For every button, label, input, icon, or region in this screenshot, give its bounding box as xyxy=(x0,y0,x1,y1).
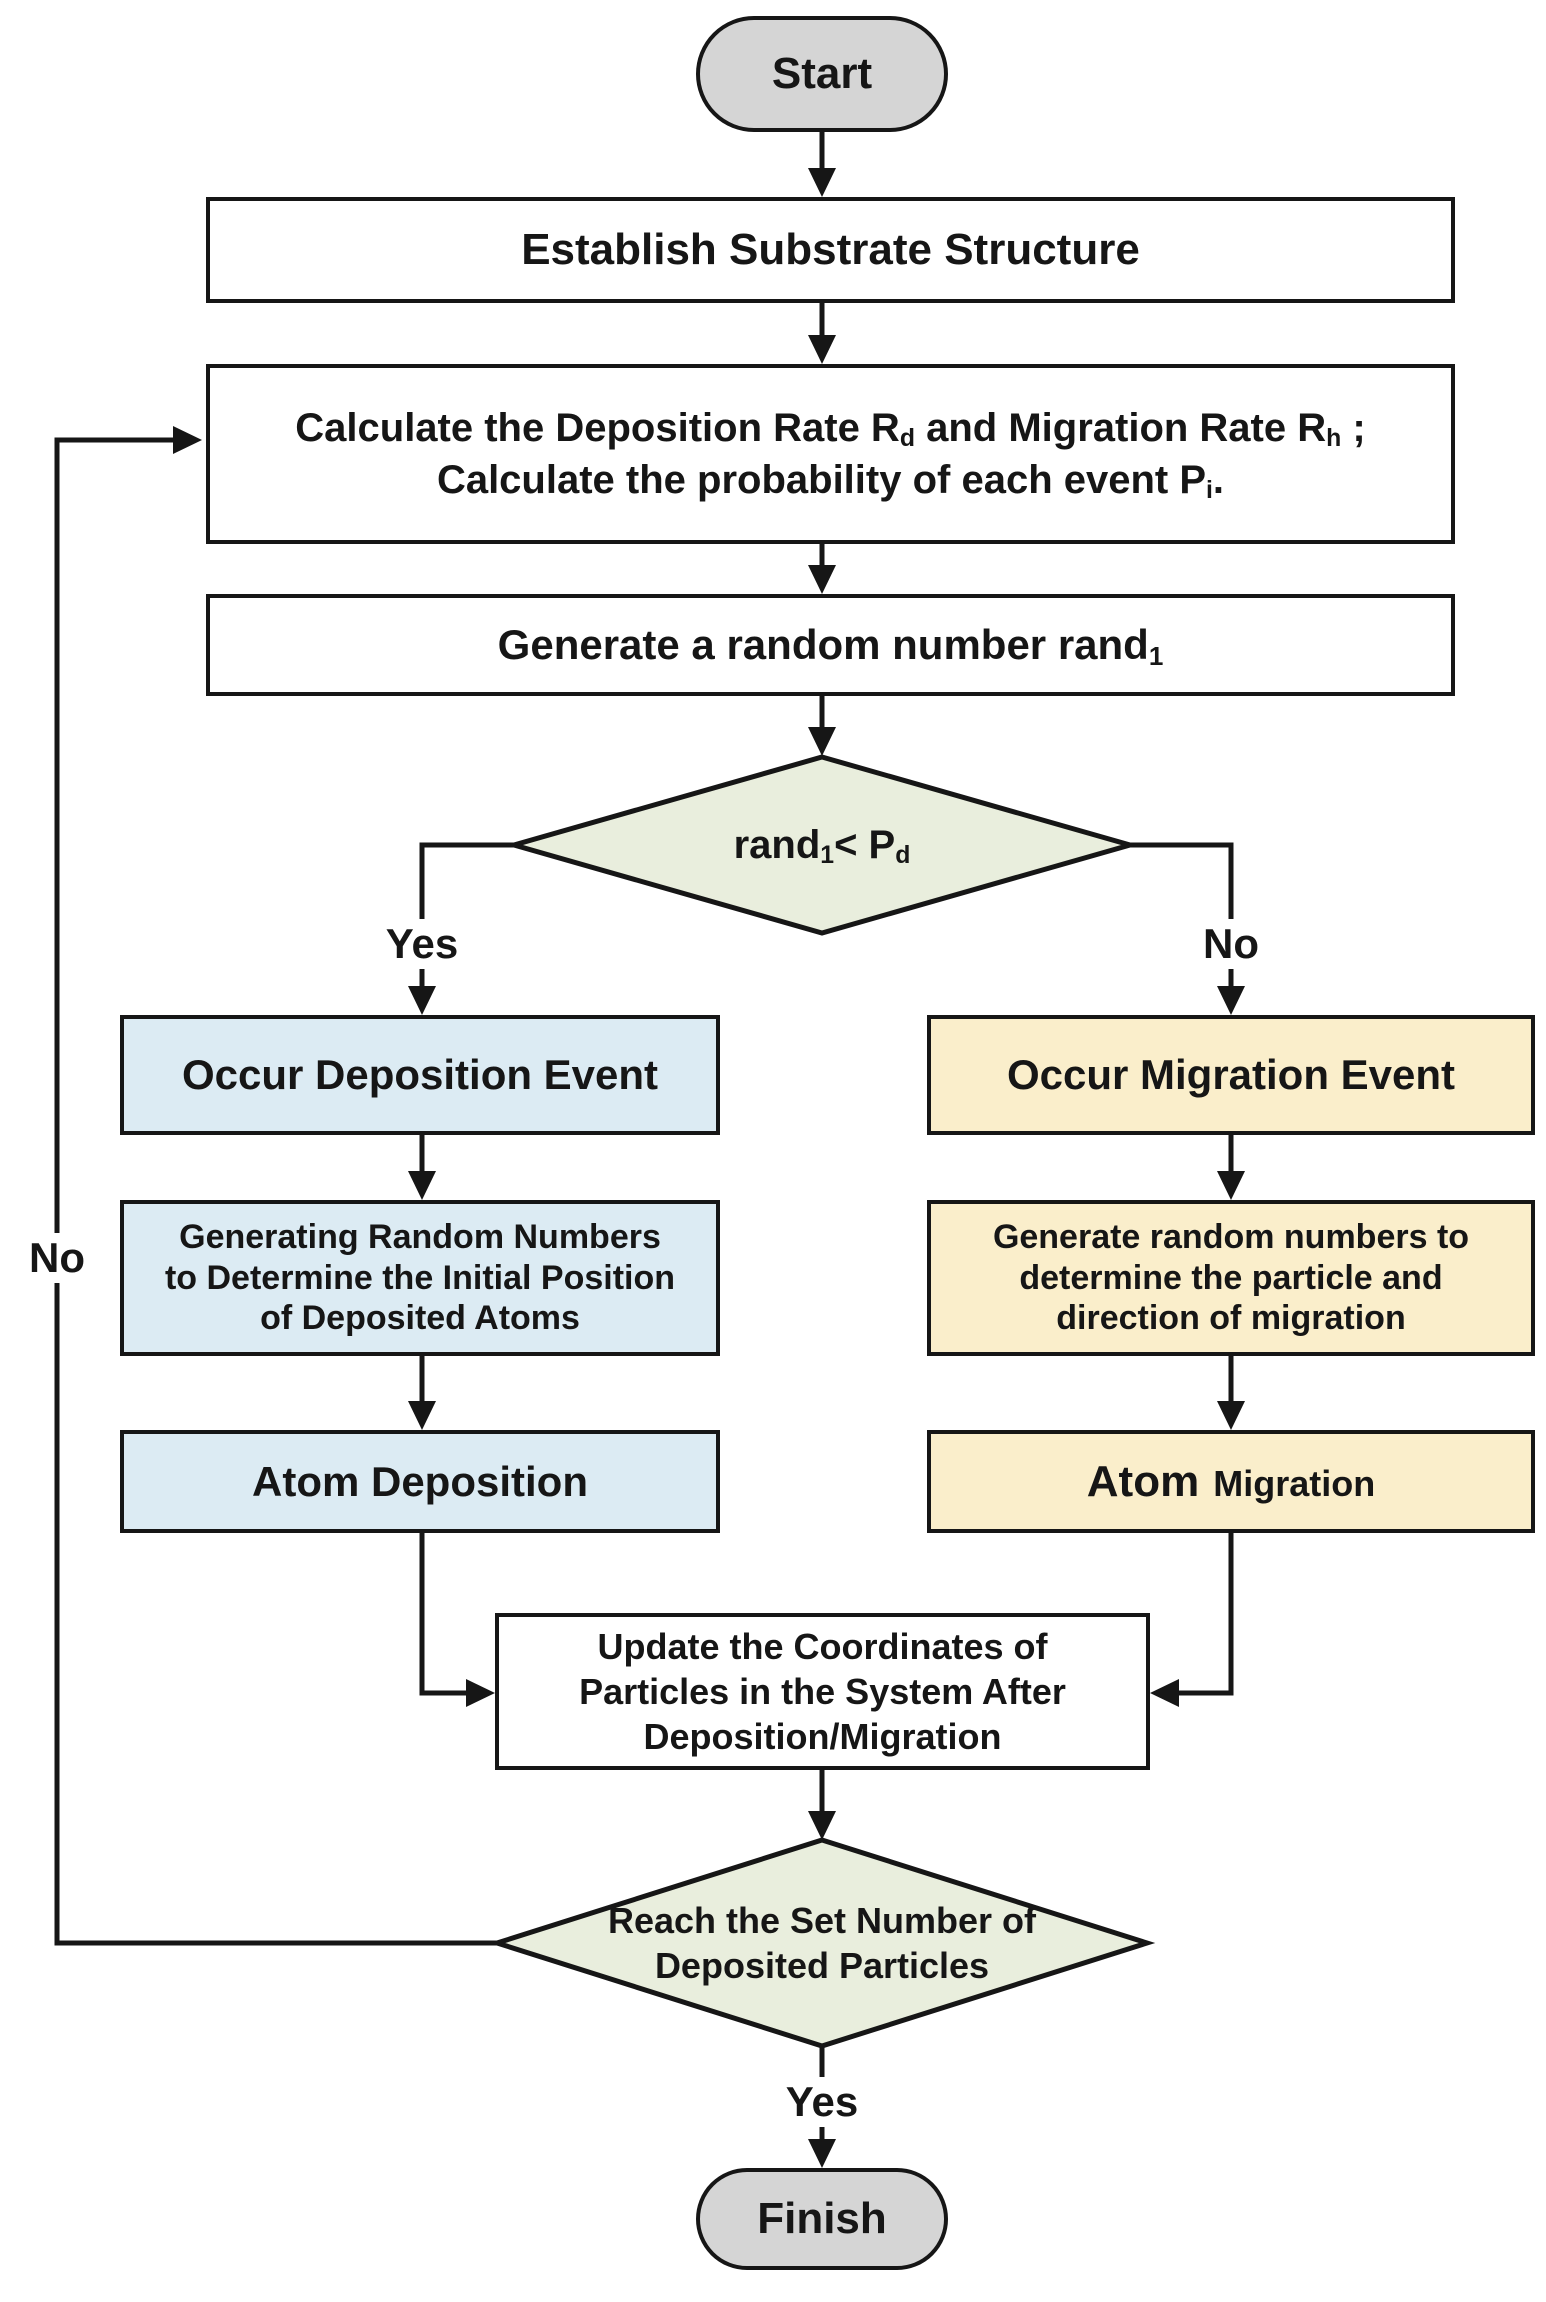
arrowhead-loop-into-calculate xyxy=(173,426,202,454)
subscript-h: h xyxy=(1326,425,1342,453)
subscript-1: 1 xyxy=(1148,641,1164,672)
arrowhead-into-generate xyxy=(808,565,836,594)
label-no-loop: No xyxy=(19,1233,95,1283)
decision-reach-text: Reach the Set Number of Deposited Particles xyxy=(607,1900,1037,1986)
decision-rand-text: rand$_1$< $P_d$ xyxy=(733,822,911,869)
arrowhead-into-occurmig xyxy=(1217,986,1245,1015)
arrowhead-into-update-left xyxy=(466,1679,495,1707)
node-random-deposition: Generating Random Numbers to Determine the Initial Position of Deposited Atoms xyxy=(120,1200,720,1356)
arrowhead-into-update-right xyxy=(1150,1679,1179,1707)
edge-atommig-update xyxy=(1174,1533,1231,1693)
label-no-right: No xyxy=(1193,919,1269,969)
arrowhead-into-randomdep xyxy=(408,1171,436,1200)
subscript-d: d xyxy=(899,425,915,453)
edge-atomdep-update xyxy=(422,1533,471,1693)
subscript-i: i xyxy=(1206,477,1213,505)
node-update-coordinates: Update the Coordinates of Particles in the System After Deposition/Migration xyxy=(495,1613,1150,1770)
arrowhead-into-decision2 xyxy=(808,1811,836,1840)
arrowhead-into-occurdep xyxy=(408,986,436,1015)
arrowhead-into-atommig xyxy=(1217,1401,1245,1430)
node-occur-migration xyxy=(927,1015,1535,1135)
node-start xyxy=(696,16,948,132)
label-yes-bottom: Yes xyxy=(776,2077,868,2127)
calculate-line1: Calculate the Deposition Rate $R_d$ and Migration Rate $R_h$ ; xyxy=(295,406,1366,453)
atom-deposition-label: Atom Deposition xyxy=(252,1457,588,1505)
label-yes-left: Yes xyxy=(376,919,468,969)
node-establish-substrate xyxy=(206,197,1455,303)
subscript-d: d xyxy=(895,841,911,869)
node-finish xyxy=(696,2168,948,2270)
finish-label: Finish xyxy=(757,2194,887,2244)
generate-label: Generate a random number rand$_1$ xyxy=(497,621,1164,672)
arrowhead-into-finish xyxy=(808,2139,836,2168)
arrowhead-into-randommig xyxy=(1217,1171,1245,1200)
arrowhead-into-calculate xyxy=(808,335,836,364)
node-random-migration: Generate random numbers to determine the particle and direction of migration xyxy=(927,1200,1535,1356)
node-generate-random xyxy=(206,594,1455,696)
node-calculate-rates xyxy=(206,364,1455,544)
calculate-line2: Calculate the probability of each event $P_i$. xyxy=(436,458,1225,505)
atom-migration-label: Atom Migration xyxy=(1086,1456,1376,1506)
node-atom-deposition xyxy=(120,1430,720,1533)
arrowhead-into-atomdep xyxy=(408,1401,436,1430)
establish-label: Establish Substrate Structure xyxy=(521,225,1140,275)
edge-decision-no xyxy=(1130,845,1231,991)
node-atom-migration xyxy=(927,1430,1535,1533)
subscript-1: 1 xyxy=(820,841,835,869)
arrowhead-into-decision xyxy=(808,727,836,756)
edge-decision-yes xyxy=(422,845,514,991)
start-label: Start xyxy=(771,49,873,99)
arrowhead-into-establish xyxy=(808,168,836,197)
occur-migration-label: Occur Migration Event xyxy=(1006,1051,1456,1099)
node-occur-deposition xyxy=(120,1015,720,1135)
occur-deposition-label: Occur Deposition Event xyxy=(181,1051,659,1099)
